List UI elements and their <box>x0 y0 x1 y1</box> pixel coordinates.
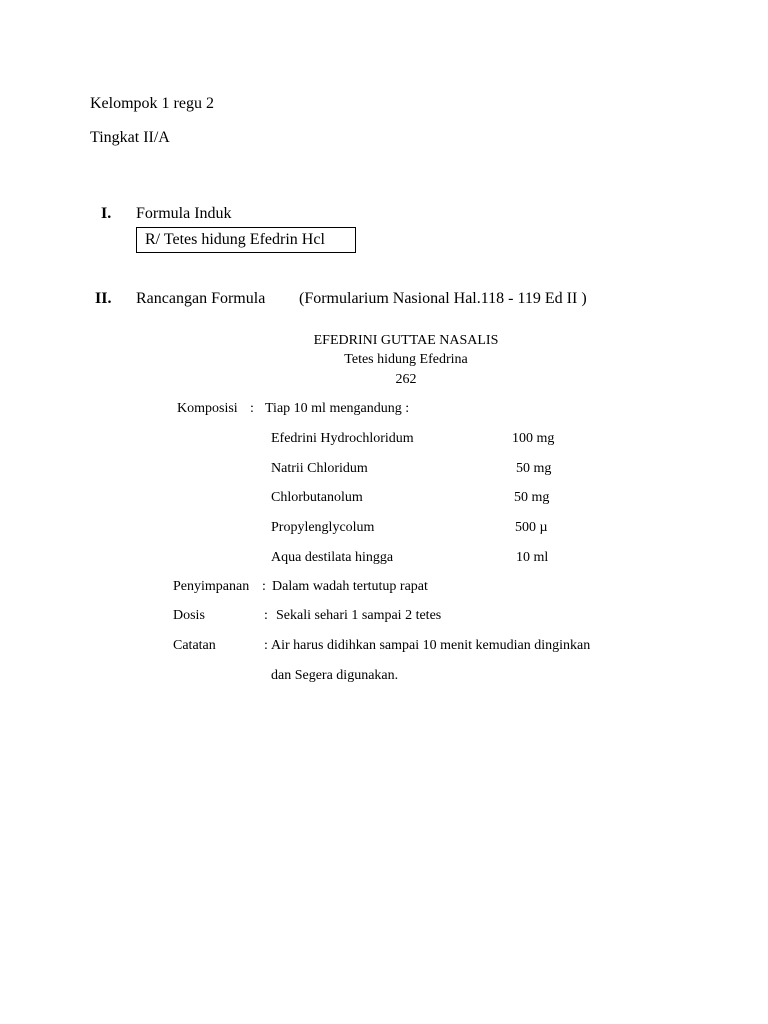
storage-value: Dalam wadah tertutup rapat <box>272 579 428 594</box>
formula-box <box>136 227 356 253</box>
dose-separator: : <box>264 608 268 623</box>
section1-numeral: I. <box>101 205 112 222</box>
note-line-2: dan Segera digunakan. <box>271 668 399 683</box>
level-label: Tingkat II/A <box>90 129 170 146</box>
section2-numeral: II. <box>95 290 112 307</box>
section2-title: Rancangan Formula <box>136 290 266 307</box>
formula-number: 262 <box>395 372 417 387</box>
storage-separator: : <box>262 579 266 594</box>
section2-reference: (Formularium Nasional Hal.118 - 119 Ed II ) <box>299 290 587 307</box>
storage-label: Penyimpanan <box>173 579 250 594</box>
note-line-1: Air harus didihkan sampai 10 menit kemudian dinginkan <box>271 638 591 653</box>
section1-title: Formula Induk <box>136 205 232 222</box>
formula-subtitle: Tetes hidung Efedrina <box>344 352 468 367</box>
dose-value: Sekali sehari 1 sampai 2 tetes <box>276 608 442 623</box>
ingredient-amount: 50 mg <box>516 461 552 476</box>
group-label: Kelompok 1 regu 2 <box>90 95 214 112</box>
note-separator: : <box>264 638 268 653</box>
ingredient-amount: 50 mg <box>514 490 550 505</box>
ingredient-name: Aqua destilata hingga <box>271 550 394 565</box>
ingredient-name: Propylenglycolum <box>271 520 375 535</box>
ingredient-amount: 500 µ <box>515 520 548 535</box>
note-label: Catatan <box>173 638 216 653</box>
formula-box-text: R/ Tetes hidung Efedrin Hcl <box>145 231 325 248</box>
ingredient-name: Chlorbutanolum <box>271 490 363 505</box>
composition-label: Komposisi <box>177 401 238 416</box>
ingredient-amount: 10 ml <box>516 550 549 565</box>
ingredient-amount: 100 mg <box>512 431 555 446</box>
ingredient-name: Natrii Chloridum <box>271 461 368 476</box>
composition-separator: : <box>250 401 254 416</box>
formula-name: EFEDRINI GUTTAE NASALIS <box>313 333 499 348</box>
dose-label: Dosis <box>173 608 205 623</box>
ingredient-name: Efedrini Hydrochloridum <box>271 431 414 446</box>
composition-intro: Tiap 10 ml mengandung : <box>265 401 410 416</box>
